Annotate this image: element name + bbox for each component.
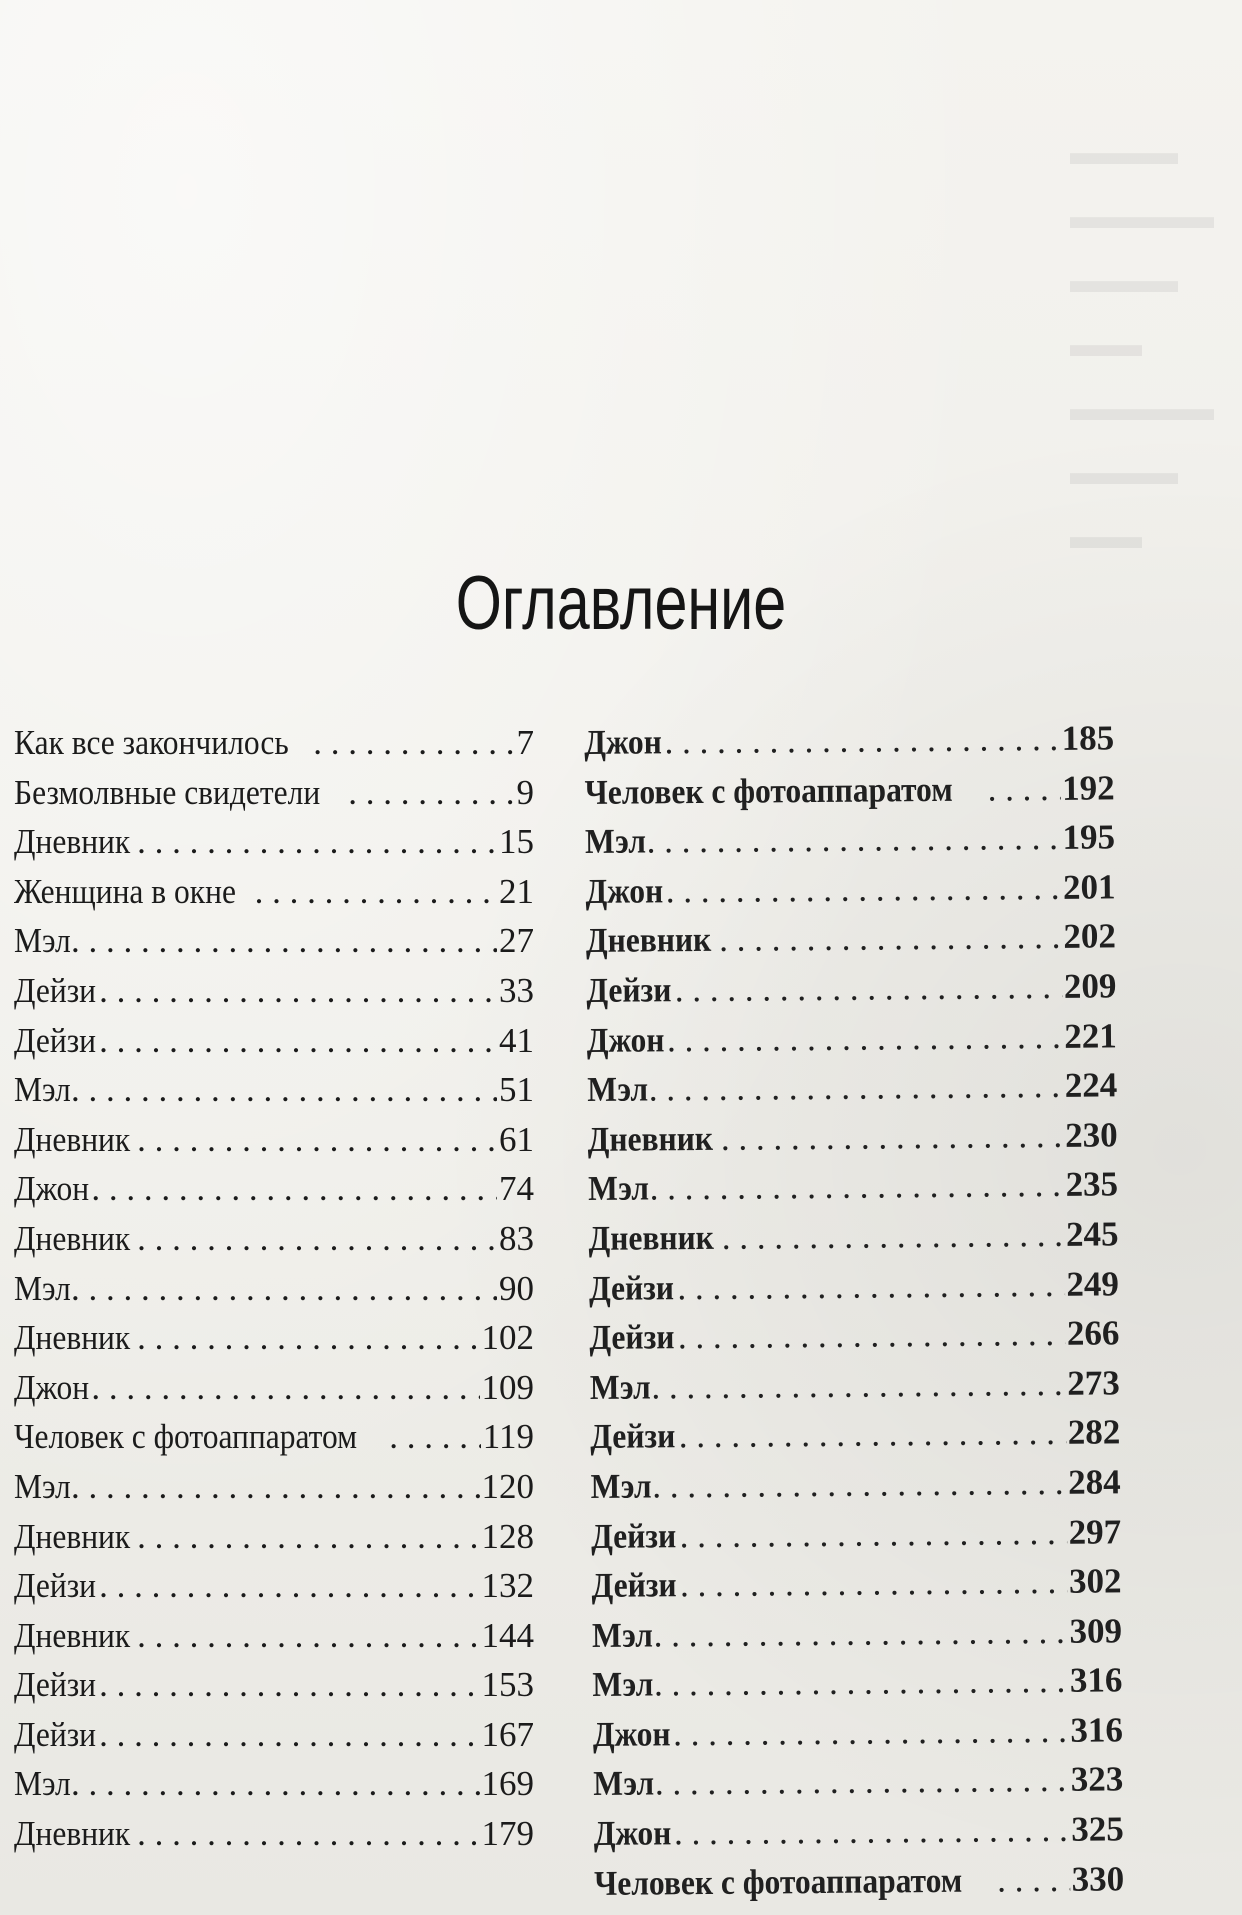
toc-entry-title: Дейзи: [591, 1565, 677, 1606]
toc-leader-dots: [71, 916, 497, 966]
toc-leader-dots: [137, 1313, 479, 1363]
toc-leader-dots: [679, 1408, 1066, 1461]
toc-entry-title: Человек с фотоаппаратом: [593, 1860, 963, 1903]
toc-entry-page: 7: [516, 723, 534, 762]
toc-leader-dots: [678, 1309, 1065, 1362]
toc-leader-dots: [99, 1660, 479, 1710]
toc-entry-title: Мэл: [591, 1615, 654, 1655]
toc-entry-page: 120: [481, 1466, 534, 1506]
toc-entry-title: Дневник: [14, 1516, 131, 1556]
toc-entry: [586, 912, 1116, 966]
toc-entry-title: Дейзи: [14, 1020, 97, 1060]
toc-entry-title: Дневник: [14, 1218, 131, 1258]
toc-entry-page: 167: [481, 1714, 534, 1754]
toc-entry: [14, 1264, 534, 1314]
toc-entry-title: Дневник: [14, 1318, 131, 1358]
toc-entry-page: 128: [481, 1516, 534, 1556]
toc-entry-page: 235: [1065, 1164, 1119, 1205]
toc-entry: [590, 1408, 1120, 1462]
toc-entry-title: Дейзи: [590, 1515, 677, 1556]
toc-entry: [592, 1656, 1122, 1710]
toc-entry-title: Женщина в окне: [14, 871, 236, 911]
toc-leader-dots: [987, 763, 1060, 813]
toc-leader-dots: [71, 1462, 480, 1512]
toc-entry-page: 249: [1066, 1263, 1120, 1304]
toc-entry-page: 144: [481, 1615, 534, 1655]
toc-leader-dots: [674, 1805, 1070, 1858]
toc-entry-page: 179: [481, 1814, 534, 1854]
toc-entry-page: 61: [499, 1119, 534, 1159]
toc-entry-page: 224: [1064, 1065, 1118, 1105]
toc-entry-page: 74: [499, 1169, 534, 1209]
toc-entry-title: Джон: [586, 1019, 665, 1060]
toc-leader-dots: [71, 1065, 497, 1115]
toc-entry-page: 209: [1063, 966, 1117, 1006]
toc-entry-page: 51: [499, 1070, 534, 1110]
toc-entry: [14, 768, 534, 818]
toc-entry: [585, 813, 1115, 867]
toc-leader-dots: [649, 1061, 1063, 1114]
toc-entry-page: 185: [1061, 718, 1115, 758]
toc-entry-title: Мэл: [14, 921, 71, 961]
toc-entry: [588, 1160, 1118, 1214]
toc-leader-dots: [91, 1164, 497, 1214]
toc-entry-title: Как все закончилось: [14, 723, 289, 762]
toc-entry-page: 109: [481, 1367, 534, 1407]
toc-leader-dots: [137, 1512, 479, 1562]
toc-leader-dots: [649, 1160, 1063, 1213]
toc-entry: [14, 867, 534, 917]
toc-entry-page: 102: [481, 1318, 534, 1358]
toc-entry-title: Человек с фотоаппаратом: [14, 1417, 358, 1457]
toc-entry: [593, 1705, 1123, 1759]
toc-entry-page: 325: [1071, 1809, 1124, 1849]
toc-entry-title: Дневник: [14, 1814, 131, 1854]
toc-entry: [594, 1854, 1124, 1908]
toc-entry: [14, 1710, 534, 1760]
toc-leader-dots: [646, 813, 1060, 866]
toc-leader-dots: [679, 1507, 1066, 1560]
toc-leader-dots: [348, 768, 514, 818]
toc-leader-dots: [313, 718, 514, 768]
toc-leader-dots: [666, 863, 1062, 916]
toc-entry-page: 297: [1068, 1511, 1122, 1552]
toc-entry: [592, 1606, 1122, 1660]
toc-leader-dots: [99, 1561, 479, 1611]
toc-entry-title: Дейзи: [14, 970, 97, 1010]
toc-leader-dots: [721, 1111, 1064, 1164]
toc-entry-page: 41: [499, 1020, 534, 1060]
toc-entry-title: Дейзи: [14, 1665, 97, 1705]
toc-entry: [586, 961, 1116, 1015]
toc-column-left: [14, 718, 534, 1859]
toc-entry-title: Джон: [14, 1367, 90, 1407]
toc-entry-title: Джон: [585, 871, 664, 911]
toc-entry-page: 90: [499, 1268, 534, 1308]
toc-entry-page: 221: [1064, 1015, 1117, 1056]
toc-leader-dots: [653, 1607, 1067, 1660]
toc-entry: [591, 1556, 1121, 1610]
toc-entry: [14, 1660, 534, 1710]
toc-entry-page: 169: [481, 1764, 534, 1804]
toc-entry: [14, 1462, 534, 1512]
toc-entry-title: Дейзи: [588, 1267, 675, 1308]
toc-entry-title: Безмолвные свидетели: [14, 772, 321, 812]
toc-leader-dots: [651, 1359, 1065, 1412]
toc-entry-title: Джон: [593, 1813, 672, 1854]
toc-leader-dots: [719, 912, 1062, 965]
toc-entry-page: 302: [1068, 1561, 1122, 1601]
toc-leader-dots: [137, 1214, 497, 1264]
toc-entry: [594, 1804, 1124, 1858]
toc-entry: [14, 1759, 534, 1809]
toc-entry-page: 21: [499, 871, 534, 911]
toc-entry-title: Мэл: [584, 821, 647, 862]
toc-leader-dots: [137, 1611, 479, 1661]
toc-entry: [584, 713, 1114, 767]
toc-entry-page: 132: [481, 1566, 534, 1606]
toc-entry-page: 230: [1064, 1115, 1118, 1155]
toc-leader-dots: [71, 1264, 497, 1314]
toc-entry: [587, 1110, 1117, 1164]
toc-entry-page: 33: [499, 970, 534, 1010]
toc-entry: [14, 916, 534, 966]
toc-entry-page: 273: [1067, 1363, 1120, 1403]
toc-entry-title: Дейзи: [589, 1317, 675, 1358]
toc-leader-dots: [99, 1016, 497, 1066]
toc-leader-dots: [655, 1755, 1069, 1808]
toc-leader-dots: [71, 1759, 480, 1809]
toc-entry: [587, 1061, 1117, 1115]
toc-entry-title: Джон: [584, 722, 663, 762]
toc-entry-page: 245: [1065, 1214, 1119, 1254]
toc-entry-title: Мэл: [587, 1168, 650, 1209]
toc-entry: [588, 1209, 1118, 1263]
toc-entry: [584, 763, 1114, 817]
toc-leader-dots: [675, 962, 1062, 1015]
toc-entry-title: Дневник: [14, 1615, 131, 1655]
toc-entry-title: Дневник: [588, 1217, 714, 1258]
toc-entry-page: 201: [1062, 867, 1116, 907]
toc-leader-dots: [137, 817, 497, 867]
toc-entry: [14, 1115, 534, 1165]
toc-entry-title: Мэл: [590, 1466, 652, 1506]
toc-column-right: [584, 713, 1124, 1908]
toc-entry-title: Мэл: [587, 1069, 649, 1110]
toc-entry-page: 9: [516, 772, 534, 812]
toc-leader-dots: [654, 1656, 1068, 1709]
toc-entry-page: 153: [481, 1665, 534, 1705]
toc-leader-dots: [91, 1363, 479, 1413]
toc-entry-title: Мэл: [593, 1763, 655, 1804]
toc-entry-page: 192: [1061, 767, 1115, 808]
toc-entry-page: 284: [1068, 1462, 1121, 1502]
toc-leader-dots: [99, 966, 497, 1016]
toc-entry: [14, 1412, 534, 1462]
toc-leader-dots: [137, 1809, 479, 1859]
toc-entry-title: Мэл: [14, 1070, 71, 1110]
toc-entry-page: 27: [499, 921, 534, 961]
toc-entry-title: Джон: [592, 1714, 671, 1754]
toc-entry: [14, 1561, 534, 1611]
toc-leader-dots: [677, 1259, 1064, 1312]
toc-entry: [14, 1016, 534, 1066]
toc-entry-page: 309: [1069, 1611, 1123, 1651]
toc-entry: [14, 1065, 534, 1115]
toc-leader-dots: [997, 1854, 1070, 1904]
toc-entry-page: 323: [1070, 1759, 1124, 1800]
toc-entry: [14, 718, 534, 768]
toc-entry: [14, 817, 534, 867]
toc-entry-page: 330: [1071, 1858, 1125, 1899]
toc-entry-title: Дейзи: [14, 1714, 97, 1754]
toc-entry-title: Дейзи: [586, 970, 672, 1010]
toc-leader-dots: [652, 1458, 1066, 1511]
toc-entry: [589, 1259, 1119, 1313]
toc-entry: [14, 1164, 534, 1214]
toc-entry: [14, 1512, 534, 1562]
toc-entry-title: Мэл: [589, 1367, 651, 1407]
toc-entry-page: 282: [1067, 1412, 1121, 1453]
toc-entry-page: 266: [1066, 1313, 1120, 1353]
toc-entry: [590, 1457, 1120, 1511]
toc-entry: [589, 1308, 1119, 1362]
toc-entry: [590, 1358, 1120, 1412]
toc-entry-page: 195: [1062, 817, 1116, 858]
toc-entry-title: Дневник: [585, 920, 712, 961]
toc-entry-title: Человек с фотоаппаратом: [584, 769, 953, 812]
toc-entry: [14, 1363, 534, 1413]
page-title: Оглавление: [455, 561, 787, 646]
toc-leader-dots: [722, 1210, 1065, 1263]
bleed-through-text: ▬▬▬ ▬▬▬▬ ▬▬▬ ▬▬ ▬▬▬▬ ▬▬▬ ▬▬: [1070, 132, 1214, 556]
toc-entry-title: Дейзи: [590, 1416, 676, 1457]
toc-entry: [593, 1755, 1123, 1809]
toc-entry-title: Мэл: [592, 1664, 654, 1705]
toc-leader-dots: [255, 867, 497, 917]
toc-entry: [14, 1313, 534, 1363]
toc-leader-dots: [667, 1011, 1063, 1064]
toc-entry-page: 15: [499, 822, 534, 862]
toc-entry: [14, 1214, 534, 1264]
toc-entry-title: Мэл: [14, 1268, 71, 1308]
toc-entry-page: 316: [1069, 1660, 1123, 1701]
toc-entry: [591, 1507, 1121, 1561]
toc-entry-title: Мэл: [14, 1764, 71, 1804]
toc-entry-title: Дейзи: [14, 1566, 97, 1606]
toc-entry-title: Дневник: [14, 1119, 131, 1159]
toc-entry-title: Джон: [14, 1169, 90, 1209]
toc-entry-page: 202: [1063, 916, 1117, 957]
toc-entry: [587, 1011, 1117, 1065]
toc-entry-title: Мэл: [14, 1466, 71, 1506]
toc-entry: [14, 1809, 534, 1859]
toc-leader-dots: [664, 714, 1060, 767]
toc-entry-page: 119: [482, 1417, 534, 1457]
toc-leader-dots: [99, 1710, 479, 1760]
toc-entry-page: 316: [1070, 1710, 1124, 1750]
toc-entry-title: Дневник: [14, 822, 131, 862]
toc-entry-page: 83: [499, 1218, 534, 1258]
toc-entry: [14, 1611, 534, 1661]
toc-entry: [14, 966, 534, 1016]
toc-leader-dots: [137, 1115, 497, 1165]
toc-leader-dots: [673, 1706, 1069, 1759]
toc-entry: [585, 862, 1115, 916]
toc-leader-dots: [680, 1557, 1067, 1610]
toc-entry-title: Дневник: [587, 1118, 714, 1159]
toc-leader-dots: [389, 1412, 481, 1462]
